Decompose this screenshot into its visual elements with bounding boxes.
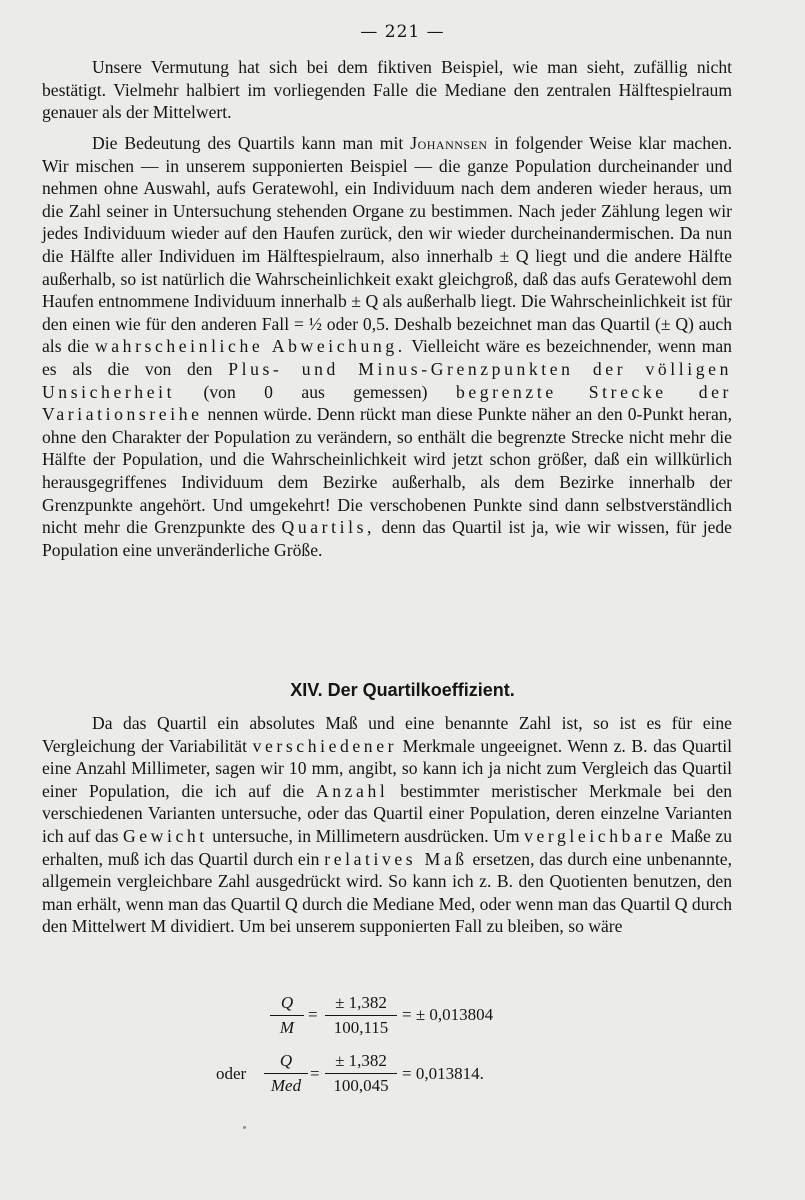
spaced-term-quartils: Quartils, [281,517,376,538]
fraction-bar [325,1015,397,1016]
spaced-term-relatives-mass: relatives Maß [324,848,468,869]
spaced-term-begrenzte-strecke: begrenzte Strecke der Variationsreihe [42,381,732,425]
spaced-term-wahrscheinliche-abweichung: wahrscheinliche Abweichung. [94,336,406,357]
fraction-denominator: 100,045 [333,1076,389,1095]
paragraph-2-text [42,132,732,561]
paragraph-1-text: Unsere Vermutung hat sich bei dem fiktiven Beispiel, wie man sieht, zufällig nicht bestätigt. Vielmehr halbiert im vorliegenden Falle die Mediane den zentralen Hälftespielraum genauer als der Mittelwert. [42,57,732,123]
p2-part-a: Die Bedeutung des Quartils kann man mit [92,133,404,153]
section-heading: XIV. Der Quartilkoeffizient. [290,680,515,700]
p2-part-c: Vielleicht wäre es bezeichnender, wenn man es als die von den [42,336,732,379]
page-number: — 221 — [360,22,445,42]
fraction-numerator: Q [279,1051,293,1070]
fraction-numerator: ± 1,382 [335,1051,387,1070]
equals-sign: = [308,1005,318,1024]
fraction-denominator: Med [270,1076,302,1095]
p3-part-b: Merkmale ungeeignet. Wenn z. B. das Quartil eine Anzahl Millimeter, sagen wir 10 mm, angibt, so kann ich ja nicht zum Vergleich das Quartil einer Population, die ich auf die [42,735,733,801]
spaced-term-grenzpunkte: Plus- und Minus-Grenzpunkten der völligen Unsicherheit [42,358,732,402]
p3-part-a: Da das Quartil ein absolutes Maß und eine benannte Zahl ist, so ist es für eine Vergleichung der Variabilität [42,713,732,756]
fraction-numerator: ± 1,382 [335,993,387,1012]
formula-result-1: = ± 0,013804 [402,1005,494,1024]
fraction-denominator: M [279,1018,295,1037]
spaced-term-verschiedener: verschiedener [252,735,398,756]
equals-sign: = [310,1064,320,1083]
p2-part-b: in folgender Weise klar machen. Wir mischen — in unserem supponierten Beispiel — die ganze Population durcheinander und nehmen ohne Auswahl, aufs Geratewohl, ein Individuum nach dem anderen wieder heraus, um die Zahl seiner in Untersuchung stehenden Organe zu bestimmen. Nach jeder Zählung legen wir jedes Individuum wieder auf den Haufen zurück, den wir wieder durcheinandermischen. Da nun die Hälfte aller Individuen im Hälftespielraum, also innerhalb ± Q liegt und die andere Hälfte außerhalb, so ist natürlich die Wahrscheinlichkeit exakt gleichgroß, daß das aufs Geratewohl dem Haufen entnommene Individuum innerhalb ± Q als außerhalb liegt. Die Wahrscheinlichkeit ist für den einen wie für den anderen Fall = ½ oder 0,5. Deshalb bezeichnet man das Quartil (± Q) auch als die [42,133,733,357]
p2-part-f: denn das Quartil ist ja, wie wir wissen, für jede Population eine unveränderliche Größe. [42,517,732,560]
paragraph-1 [42,56,732,124]
fraction-bar [270,1015,304,1016]
fraction-value-2 [325,1051,397,1096]
author-name-johannsen: Johannsen [410,133,488,153]
p3-part-f: ersetzen, das durch eine unbenannte, allgemein vergleichbare Zahl ausgedrückt wird. So kann ich z. B. den Quotienten benutzen, den man erhält, wenn man das Quartil Q durch die Mediane Med, oder wenn man das Quartil Q durch den Mittelwert M dividiert. Um bei unserem supponierten Fall zu bleiben, so wäre [42,848,732,937]
fraction-value-1 [325,993,397,1038]
paragraph-2 [42,132,732,561]
fraction-q-over-m [270,993,304,1038]
paragraph-3 [42,712,732,938]
spaced-term-anzahl: Anzahl [315,780,389,801]
spaced-term-vergleichbare: vergleichbare [524,825,667,846]
paper-speck [243,1126,246,1129]
p2-part-d: (von 0 aus gemessen) [203,381,428,402]
p3-part-c: bestimmter meristischer Merkmale bei den verschiedenen Varianten untersuche, oder das Quartil einer Population, deren einzelne Varianten ich auf das [42,780,732,846]
formula-prefix-oder: oder [216,1064,247,1083]
fraction-bar [264,1073,308,1074]
paragraph-3-text [42,712,732,938]
fraction-bar [325,1073,397,1074]
fraction-q-over-med [264,1051,308,1096]
p3-part-e: Maße zu erhalten, muß ich das Quartil durch ein [42,825,732,869]
formula-result-2: = 0,013814. [402,1064,484,1083]
fraction-numerator: Q [280,993,294,1012]
spaced-term-gewicht: Gewicht [122,825,208,846]
fraction-denominator: 100,115 [333,1018,389,1037]
p3-part-d: untersuche, in Millimetern ausdrücken. Um [212,825,520,846]
p2-part-e: nennen würde. Denn rückt man diese Punkte näher an den 0-Punkt heran, ohne den Charakter der Population zu verändern, so enthält die begrenzte Strecke nicht mehr die Hälfte der Population, und die Wahrscheinlichkeit wird jetzt schon größer, daß ein willkürlich herausgegriffenes Individuum dem Bezirke außerhalb, als dem Bezirke innerhalb der Grenzpunkte angehört. Und umgekehrt! Die verschobenen Punkte sind dann selbstverständlich nicht mehr die Grenzpunkte des [42,404,732,538]
